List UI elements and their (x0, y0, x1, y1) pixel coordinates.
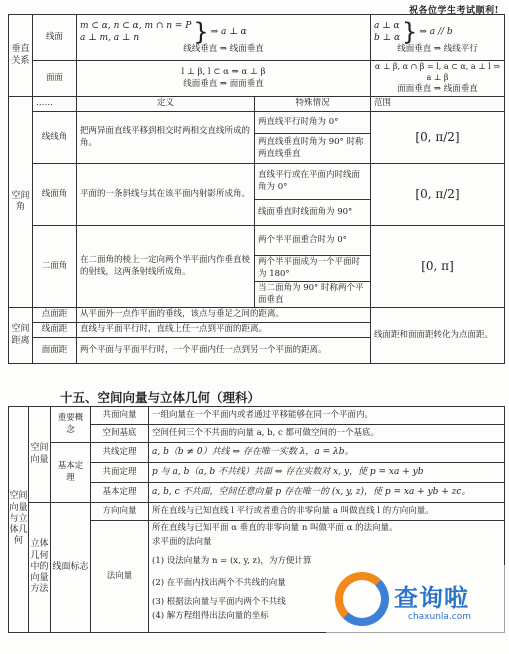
vector-row-name: 共线定理 (91, 443, 149, 463)
vector-row-content: 所在直线与已知直线 l 平行或者重合的非零向量 a 叫做直线 l 的方向向量。 (149, 503, 505, 521)
normal-line: 求平面的法向量 (152, 536, 212, 547)
brace-icon: } (402, 17, 418, 46)
angle-range: [0, π/2] (371, 164, 505, 226)
angle-header-dots: …… (33, 97, 77, 112)
angle-header-range: 范围 (371, 97, 505, 112)
watermark-text: 查询啦 (394, 584, 469, 612)
distance-row-name: 点面距 (33, 308, 77, 323)
vector-row-content: p 与 a, b（a, b 不共线）共面 ⇔ 存在实数对 x, y，使 p = xa + yb (149, 463, 505, 483)
angle-header-definition: 定义 (77, 97, 255, 112)
distance-row-name: 面面距 (33, 338, 77, 364)
angle-row-name: 线线角 (33, 112, 77, 164)
vertical-row-name: 线面 (33, 15, 77, 61)
formula-note: 线面垂直 ⇒ 线线平行 (397, 43, 478, 54)
formula: b ⊥ α (374, 32, 401, 43)
angle-row-name: 二面角 (33, 226, 77, 308)
section-title: 十五、空间向量与立体几何（理科） (60, 390, 261, 405)
formula-note: 线面垂直 ⇒ 面面垂直 (183, 78, 264, 89)
vector-main-label: 空间向量与立体几何 (9, 407, 29, 633)
distance-row-name: 线面距 (33, 323, 77, 338)
normal-line: (4) 解方程组得出法向量的坐标 (152, 610, 269, 621)
vector-row-content: 空间任何三个不共面的向量 a, b, c 都可做空间的一个基底。 (149, 425, 505, 443)
normal-line: (3) 根据法向量与平面内两个不共线 (152, 597, 286, 608)
vertical-left-cell (77, 61, 371, 97)
vertical-left-cell (77, 15, 371, 61)
angle-special: 线面垂直时线面角为 90° (255, 200, 371, 226)
vector-row-name: 共面向量 (91, 407, 149, 425)
formula-result: ⇒ a // b (419, 26, 453, 37)
distance-definition: 从平面外一点作平面的垂线，该点与垂足之间的距离。 (77, 308, 371, 323)
angle-range: [0, π/2] (371, 112, 505, 164)
formula-note: 线线垂直 ⇒ 线面垂直 (183, 43, 264, 54)
angle-special: 当二面角为 90° 时称两个平面垂直 (255, 282, 371, 308)
geometry-table (8, 14, 505, 364)
angle-row-name: 线面角 (33, 164, 77, 226)
formula: l ⊥ β, l ⊂ α ⇒ α ⊥ β (181, 67, 266, 78)
vector-row-name: 共面定理 (91, 463, 149, 483)
formula: a ⊥ α (374, 20, 400, 31)
angle-special: 两个半平面成为一个平面时为 180° (255, 256, 371, 282)
vector-group: 基本定理 (51, 443, 91, 503)
angle-definition: 把两异面直线平移到相交时两相交直线所成的角。 (77, 112, 255, 164)
vector-group2-sub: 线面标志 (51, 503, 91, 633)
header-tag: 祝各位学生考试顺利! (409, 6, 499, 16)
formula-note: 面面垂直 ⇒ 线面垂直 (397, 83, 478, 94)
angle-special: 两直线垂直时角为 90° 时称两直线垂直 (255, 134, 371, 164)
normal-line: 所在直线与已知平面 α 垂直的非零向量 n 叫做平面 α 的法向量。 (152, 523, 398, 533)
angle-label: 空间角 (9, 97, 33, 308)
distance-label: 空间距离 (9, 308, 33, 364)
vector-row-content: 一组向量在一个平面内或者通过平移能够在同一个平面内。 (149, 407, 505, 425)
vertical-row-name: 面面 (33, 61, 77, 97)
vector-group2-label: 立体几何中的向量方法 (29, 503, 51, 633)
angle-special: 两个半平面重合时为 0° (255, 226, 371, 256)
angle-header-special: 特殊情况 (255, 97, 371, 112)
vector-row-name: 法向量 (91, 521, 149, 633)
normal-line: (2) 在平面内找出两个不共线的向量 (152, 577, 286, 588)
vertical-right-cell (371, 61, 505, 97)
angle-definition: 在二面角的棱上一定向两个半平面内作垂直棱的射线，这两条射线所成角。 (77, 226, 255, 308)
angle-special: 直线平行或在平面内时线面角为 0° (255, 164, 371, 200)
distance-note: 线面距和面面距转化为点面距。 (371, 308, 505, 364)
vector-group1-label: 空间向量 (29, 407, 51, 503)
watermark-sub: chaxunla.com (408, 612, 471, 622)
vector-group: 重要概念 (51, 407, 91, 443)
normal-line: (1) 设法向量为 n = (x, y, z)，为方便计算 (152, 556, 312, 567)
formula: m ⊂ α, n ⊂ α, m ∩ n = P (80, 20, 192, 31)
distance-definition: 两个平面与平面平行时，一个平面内任一点到另一个平面的距离。 (77, 338, 371, 364)
vector-row-name: 基本定理 (91, 483, 149, 503)
formula-result: ⇒ a ⊥ α (210, 26, 247, 37)
formula: a ⊥ m, a ⊥ n (80, 32, 140, 43)
watermark-logo-icon (335, 572, 389, 626)
vertical-right-cell (371, 15, 505, 61)
vertical-label: 垂直关系 (9, 15, 33, 97)
brace-icon: } (193, 17, 209, 46)
vector-row-content: a, b, c 不共面，空间任意向量 p 存在唯一的 (x, y, z)，使 p = xa + yb + zc。 (149, 483, 505, 503)
angle-definition: 平面的一条斜线与其在该平面内射影所成角。 (77, 164, 255, 226)
vector-row-name: 空间基底 (91, 425, 149, 443)
angle-special: 两直线平行时角为 0° (255, 112, 371, 134)
distance-definition: 直线与平面平行时，直线上任一点到平面的距离。 (77, 323, 371, 338)
vector-row-content: a, b（b ≠ 0）共线 ⇔ 存在唯一实数 λ，a = λb。 (149, 443, 505, 463)
vector-row-name: 方向向量 (91, 503, 149, 521)
angle-range: [0, π] (371, 226, 505, 308)
formula: α ⊥ β, α ∩ β = l, a ⊂ α, a ⊥ l ⇒ a ⊥ β (374, 62, 501, 82)
